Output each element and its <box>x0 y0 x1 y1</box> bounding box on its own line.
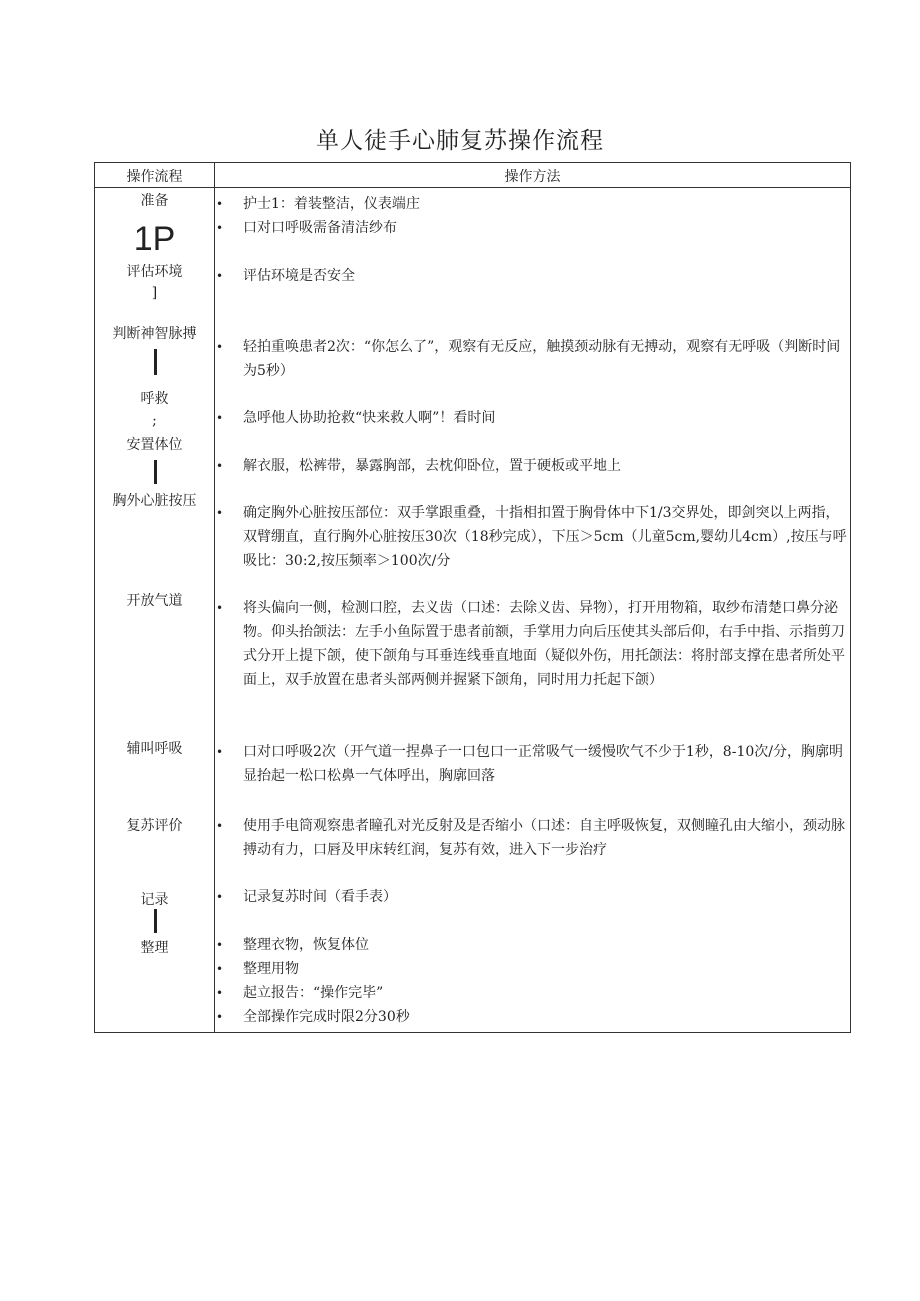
step-call-help: 呼救 <box>140 391 169 407</box>
bullet: • <box>216 506 224 520</box>
method-text: 评估环境是否安全 <box>243 268 355 284</box>
step-chest-compression: 胸外心脏按压 <box>112 493 197 509</box>
method-text: 全部操作完成时限2分30秒 <box>243 1009 410 1025</box>
header-divider <box>95 187 850 188</box>
header-method: 操作方法 <box>504 169 561 185</box>
method-text: 将头偏向一侧，检测口腔，去义齿（口述：去除义齿、异物），打开用物箱，取纱布清楚口鼻分泌物。仰头抬颌法：左手小鱼际置于患者前额，手掌用力向后压使其头部后仰，右手中指、示指剪刀式分开上提下颌，使下颌角与耳垂连线垂直地面（疑似外伤，用托颌法：将肘部支撑在患者所处平面上，双手放置在患者头部两侧并握紧下颌角，同时用力托起下颌） <box>243 600 845 688</box>
method-text: 口对口呼吸需备清洁纱布 <box>243 220 397 236</box>
page-title: 单人徒手心肺复苏操作流程 <box>316 128 604 154</box>
step-mark-1p: 1P <box>133 220 176 258</box>
bullet: • <box>216 269 224 283</box>
flow-connector <box>154 909 157 933</box>
method-text: 整理用物 <box>243 961 299 977</box>
bullet: • <box>216 986 224 1000</box>
method-text: 使用手电筒观察患者瞳孔对光反射及是否缩小（口述：自主呼吸恢复，双侧瞳孔由大缩小，颈动脉搏动有力，口唇及甲床转红润，复苏有效，进入下一步治疗 <box>243 818 845 858</box>
bullet: • <box>216 601 224 615</box>
bullet: • <box>216 962 224 976</box>
step-rescue-breathing: 辅叫呼吸 <box>126 741 183 757</box>
step-assess-environment: 评估环境 <box>126 264 183 280</box>
step-tidy: 整理 <box>140 940 169 956</box>
column-divider <box>214 163 215 1032</box>
bullet: • <box>216 938 224 952</box>
method-text: 急呼他人协助抢救“快来救人啊”！看时间 <box>243 410 496 426</box>
step-judge-consciousness: 判断神智脉搏 <box>112 326 197 342</box>
bullet: • <box>216 221 224 235</box>
flow-connector <box>154 460 157 484</box>
procedure-table <box>94 162 851 1033</box>
method-text: 口对口呼吸2次（开气道一捏鼻子一口包口一正常吸气一缓慢吹气不少于1秒，8-10次/分，胸廓明显抬起一松口松鼻一气体呼出，胸廓回落 <box>243 744 843 784</box>
bullet: • <box>216 745 224 759</box>
method-text: 起立报告：“操作完毕” <box>243 985 384 1001</box>
bullet: • <box>216 819 224 833</box>
bullet: • <box>216 1010 224 1024</box>
header-procedure: 操作流程 <box>126 169 183 185</box>
method-text: 解衣服，松裤带，暴露胸部，去枕仰卧位，置于硬板或平地上 <box>243 458 621 474</box>
method-text: 记录复苏时间（看手表） <box>243 889 397 905</box>
method-text: 护士1：着装整洁，仪表端庄 <box>243 196 420 212</box>
step-position: 安置体位 <box>126 437 183 453</box>
step-open-airway: 开放气道 <box>126 593 183 609</box>
bullet: • <box>216 459 224 473</box>
bullet: • <box>216 197 224 211</box>
method-text: 轻拍重唤患者2次：“你怎么了”，观察有无反应，触摸颈动脉有无搏动，观察有无呼吸（判断时间为5秒） <box>243 339 841 379</box>
method-text: 整理衣物，恢复体位 <box>243 937 369 953</box>
method-text: 确定胸外心脏按压部位：双手掌跟重叠，十指相扣置于胸骨体中下1/3交界处，即剑突以上两指，双臂绷直，直行胸外心脏按压30次（18秒完成），下压＞5cm（儿童5cm,婴幼儿4cm）,按压与呼吸比：30:2,按压频率＞100次/分 <box>243 505 847 569</box>
step-prepare: 准备 <box>140 193 169 209</box>
flow-connector <box>154 349 157 375</box>
bullet: • <box>216 411 224 425</box>
bullet: • <box>216 340 224 354</box>
step-evaluation: 复苏评价 <box>126 818 183 834</box>
step-mark-semicolon: ; <box>152 413 157 429</box>
bullet: • <box>216 890 224 904</box>
step-record: 记录 <box>140 892 169 908</box>
step-mark-bracket: ] <box>151 285 158 301</box>
